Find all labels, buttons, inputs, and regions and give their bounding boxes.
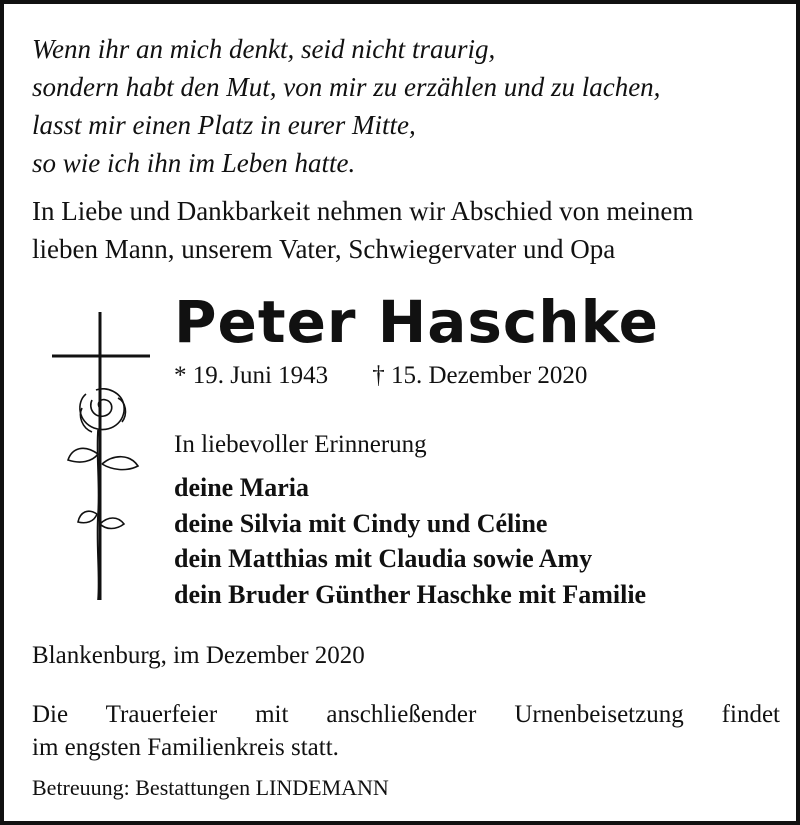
intro-line: In Liebe und Dankbarkeit nehmen wir Abschied von meinem xyxy=(32,196,694,226)
poem-line: so wie ich ihn im Leben hatte. xyxy=(32,148,356,178)
mourner: deine Maria xyxy=(174,473,310,502)
death-date: † 15. Dezember 2020 xyxy=(372,362,588,389)
mourners-list xyxy=(174,470,646,612)
rose-icon xyxy=(68,389,138,600)
mourner: deine Silvia mit Cindy und Céline xyxy=(174,508,548,538)
intro-line: lieben Mann, unserem Vater, Schwiegervater und Opa xyxy=(32,234,616,264)
deceased-name: Peter Haschke xyxy=(174,288,659,356)
undertaker-credit: Betreuung: Bestattungen LINDEMANN xyxy=(32,775,389,800)
birth-date: * 19. Juni 1943 xyxy=(174,362,329,389)
life-dates xyxy=(174,359,587,393)
farewell-intro xyxy=(32,192,782,268)
poem-line: Wenn ihr an mich denkt, seid nicht traurig, xyxy=(32,34,496,64)
poem-line: sondern habt den Mut, von mir zu erzählen und zu lachen, xyxy=(32,72,661,102)
ceremony-info xyxy=(32,698,780,764)
poem-line: lasst mir einen Platz in eurer Mitte, xyxy=(32,110,416,140)
ceremony-line: Die Trauerfeier mit anschließender Urnenbeisetzung findet xyxy=(32,701,780,728)
poem xyxy=(32,30,660,182)
mourner: dein Bruder Günther Haschke mit Familie xyxy=(174,579,647,609)
place-and-date: Blankenburg, im Dezember 2020 xyxy=(32,642,365,669)
mourner: dein Matthias mit Claudia sowie Amy xyxy=(174,544,593,573)
ceremony-line: im engsten Familienkreis statt. xyxy=(32,734,339,761)
cross-icon xyxy=(52,312,150,600)
cross-with-rose-icon xyxy=(48,304,158,604)
memory-heading: In liebevoller Erinnerung xyxy=(174,431,427,458)
